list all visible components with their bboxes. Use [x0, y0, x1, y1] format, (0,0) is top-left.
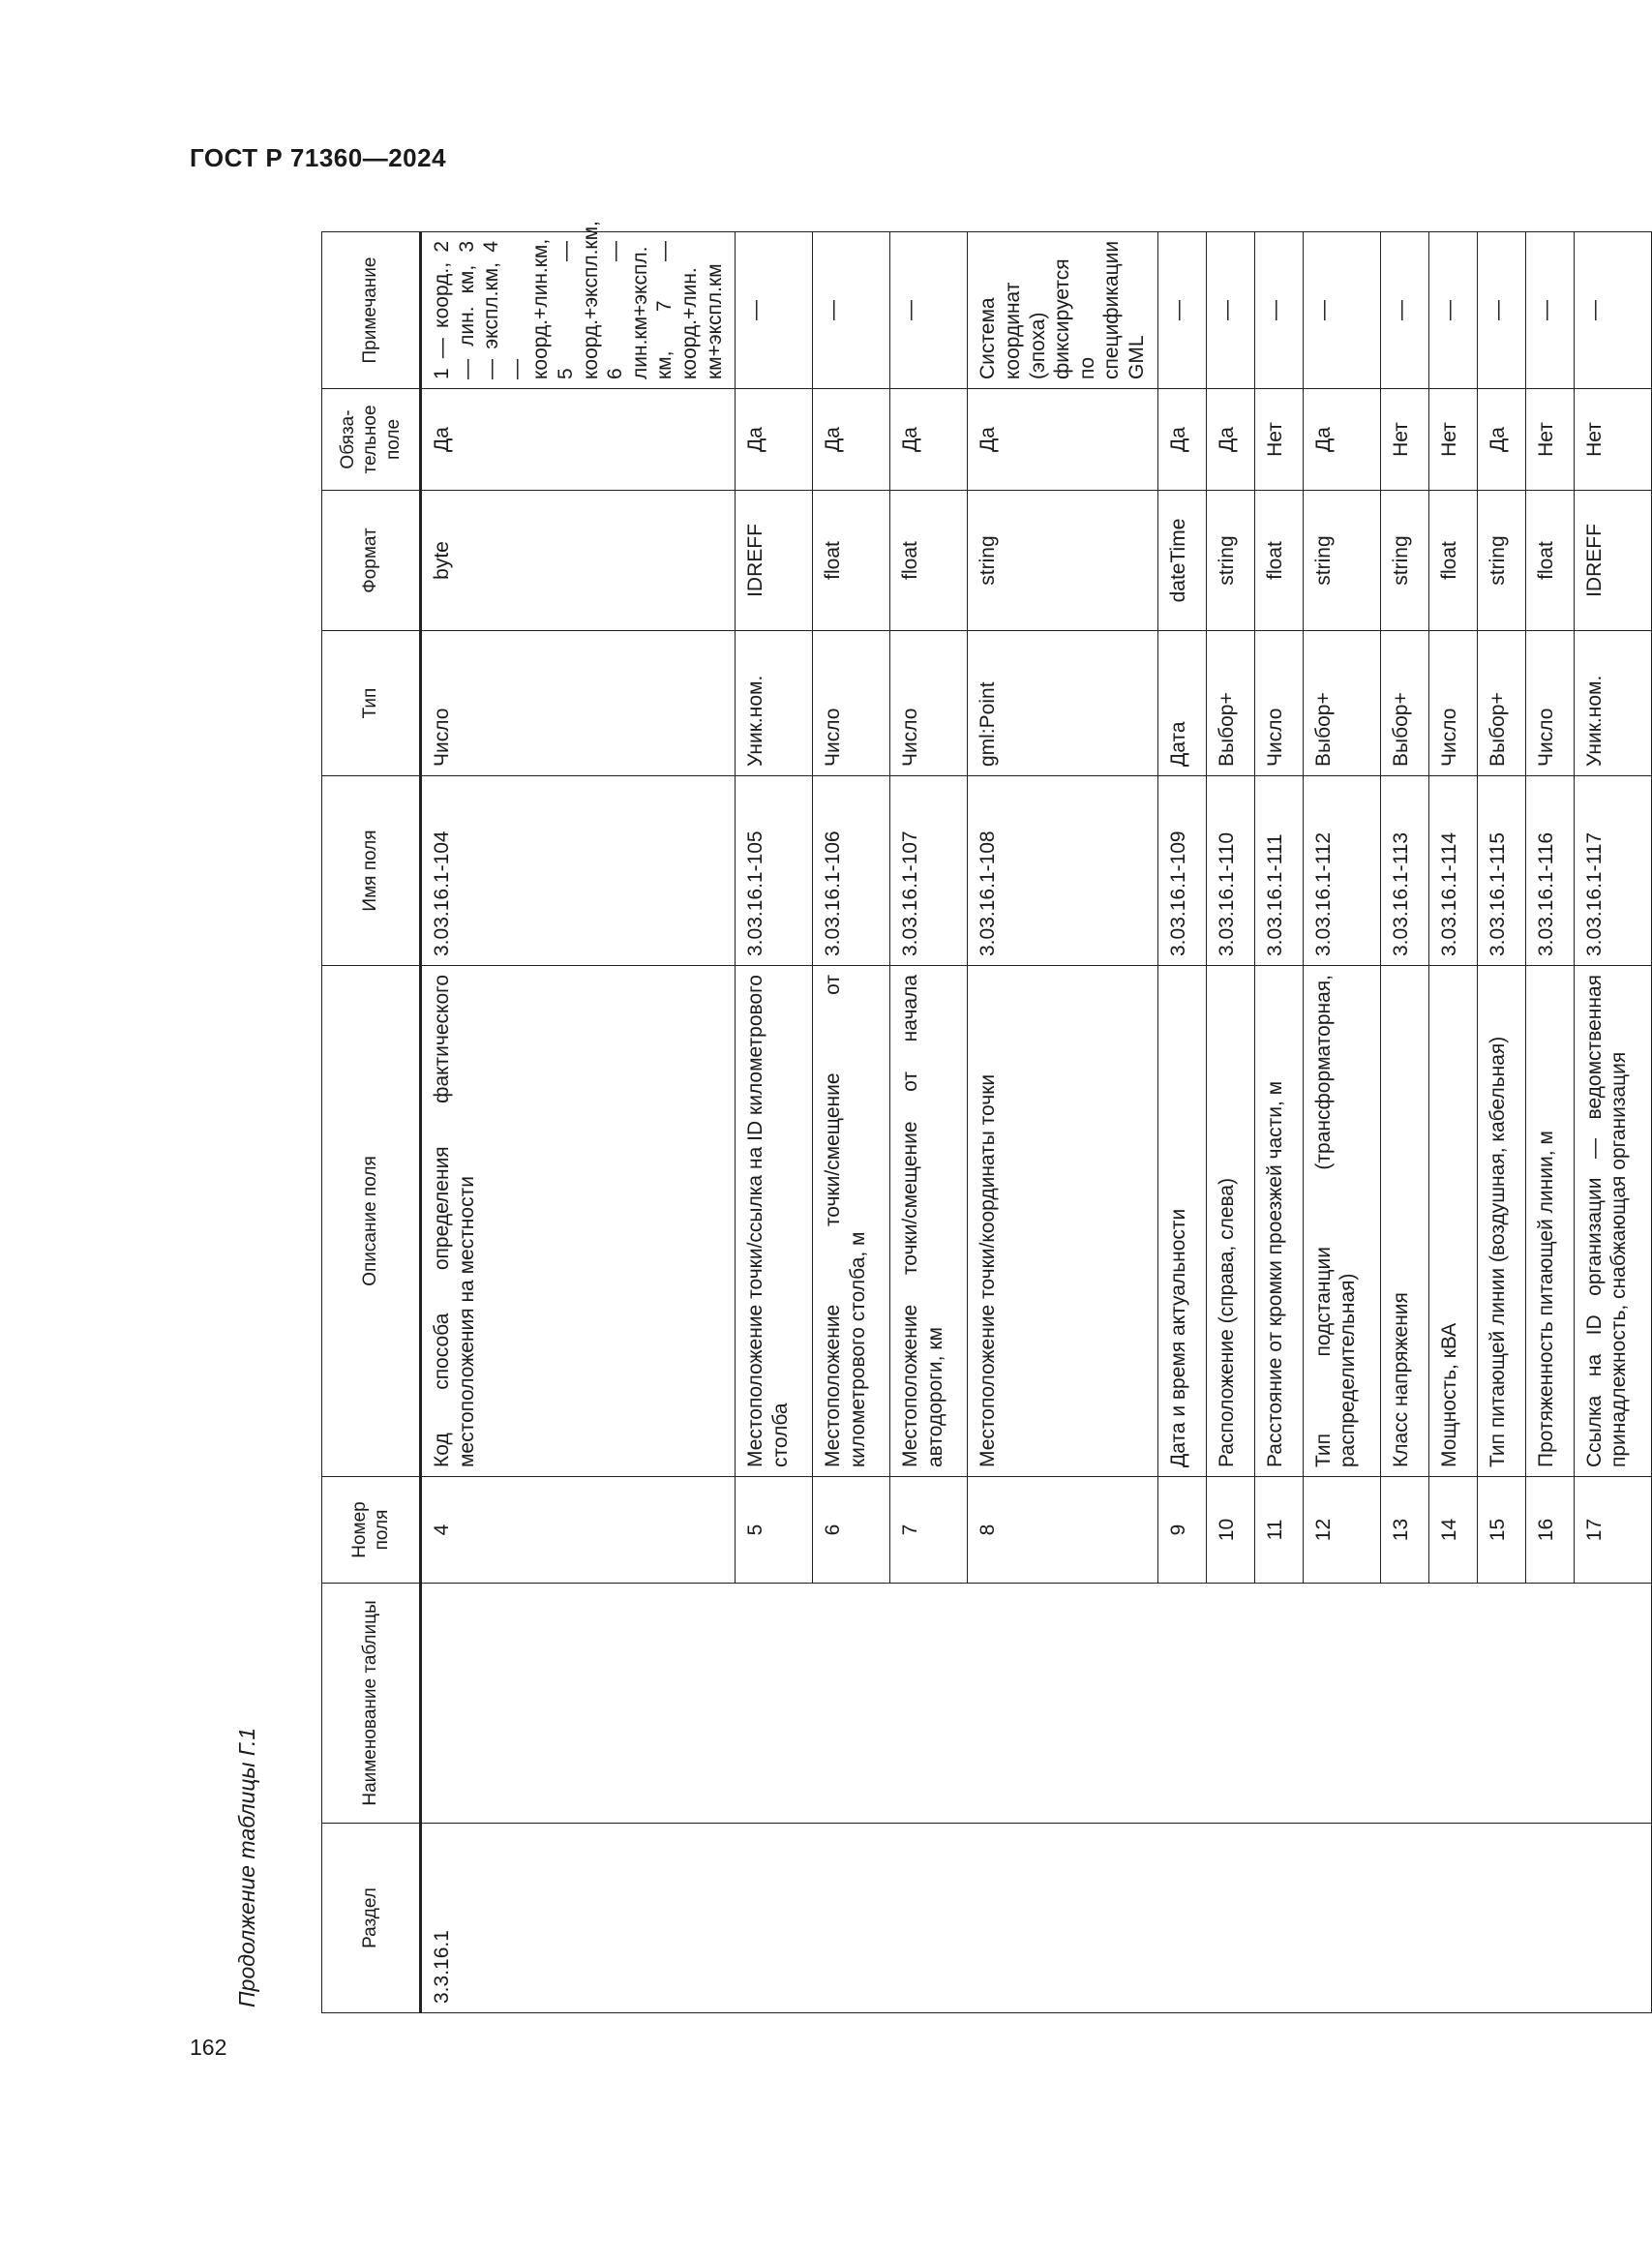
- description-cell: Расстояние от кромки проезжей части, м: [1254, 966, 1303, 1477]
- format-cell: dateTime: [1157, 491, 1206, 631]
- table-row: [421, 232, 736, 2013]
- mandatory-cell: Да: [968, 389, 1157, 491]
- format-cell: IDREFF: [736, 491, 813, 631]
- description-cell: Ссылка на ID организации — ведомственная принадлежность, снабжающая организация: [1574, 966, 1651, 1477]
- col-header-format: Формат: [322, 491, 421, 631]
- mandatory-cell: Да: [890, 389, 968, 491]
- note-cell: —: [1303, 232, 1380, 389]
- format-cell: float: [1525, 491, 1574, 631]
- field-name-cell: 3.03.16.1-105: [736, 776, 813, 966]
- format-cell: string: [1206, 491, 1254, 631]
- field-no-cell: 8: [968, 1477, 1157, 1584]
- note-cell: —: [736, 232, 813, 389]
- col-header-type: Тип: [322, 631, 421, 776]
- note-cell: —: [890, 232, 968, 389]
- type-cell: gml:Point: [968, 631, 1157, 776]
- field-no-cell: 13: [1380, 1477, 1428, 1584]
- col-header-table-name: Наименование таблицы: [322, 1584, 421, 1824]
- field-name-cell: 3.03.16.1-111: [1254, 776, 1303, 966]
- mandatory-cell: Да: [813, 389, 890, 491]
- mandatory-cell: Да: [1206, 389, 1254, 491]
- col-header-description: Описание поля: [322, 966, 421, 1477]
- rotated-table-block: [225, 221, 1631, 2013]
- description-cell: Класс напряжения: [1380, 966, 1428, 1477]
- format-cell: string: [1477, 491, 1525, 631]
- field-no-cell: 12: [1303, 1477, 1380, 1584]
- description-cell: Дата и время актуальности: [1157, 966, 1206, 1477]
- mandatory-cell: Нет: [1525, 389, 1574, 491]
- format-cell: float: [813, 491, 890, 631]
- field-no-cell: 6: [813, 1477, 890, 1584]
- type-cell: Число: [1428, 631, 1477, 776]
- description-cell: Протяженность питающей линии, м: [1525, 966, 1574, 1477]
- note-cell: —: [1428, 232, 1477, 389]
- mandatory-cell: Да: [1303, 389, 1380, 491]
- note-cell: —: [1254, 232, 1303, 389]
- format-cell: string: [1303, 491, 1380, 631]
- type-cell: Дата: [1157, 631, 1206, 776]
- field-name-cell: 3.03.16.1-110: [1206, 776, 1254, 966]
- field-no-cell: 9: [1157, 1477, 1206, 1584]
- format-cell: float: [1254, 491, 1303, 631]
- mandatory-cell: Нет: [1574, 389, 1651, 491]
- type-cell: Выбор+: [1477, 631, 1525, 776]
- note-cell: Система координат (эпоха) фиксируется по спецификации GML: [968, 232, 1157, 389]
- note-cell: —: [1157, 232, 1206, 389]
- field-no-cell: 4: [421, 1477, 736, 1584]
- note-cell: —: [1206, 232, 1254, 389]
- type-cell: Выбор+: [1206, 631, 1254, 776]
- field-name-cell: 3.03.16.1-106: [813, 776, 890, 966]
- note-cell: —: [1574, 232, 1651, 389]
- table-name-cell: [421, 1584, 1652, 1824]
- field-no-cell: 15: [1477, 1477, 1525, 1584]
- mandatory-cell: Нет: [1254, 389, 1303, 491]
- col-header-mandatory: Обяза-тельное поле: [322, 389, 421, 491]
- note-cell: 1 — коорд., 2 — лин. км, 3 — экспл.км, 4 — коорд.+лин.км, 5 — коорд.+экспл.км, 6 — лин.км+экспл. км, 7 — коорд.+лин. км+экспл.км: [421, 232, 736, 389]
- field-name-cell: 3.03.16.1-113: [1380, 776, 1428, 966]
- type-cell: Число: [421, 631, 736, 776]
- note-cell: —: [813, 232, 890, 389]
- description-cell: Местоположение точки/ссылка на ID километрового столба: [736, 966, 813, 1477]
- type-cell: Число: [1525, 631, 1574, 776]
- table-header-row: [322, 232, 421, 2013]
- description-cell: Местоположение точки/смещение от начала автодороги, км: [890, 966, 968, 1477]
- type-cell: Число: [813, 631, 890, 776]
- mandatory-cell: Нет: [1380, 389, 1428, 491]
- format-cell: byte: [421, 491, 736, 631]
- field-name-cell: 3.03.16.1-112: [1303, 776, 1380, 966]
- fields-table: [321, 221, 1652, 2013]
- field-name-cell: 3.03.16.1-104: [421, 776, 736, 966]
- description-cell: Местоположение точки/координаты точки: [968, 966, 1157, 1477]
- note-cell: —: [1525, 232, 1574, 389]
- field-no-cell: 16: [1525, 1477, 1574, 1584]
- section-cell: 3.3.16.1: [421, 1824, 1652, 2013]
- mandatory-cell: Да: [421, 389, 736, 491]
- description-cell: Расположение (справа, слева): [1206, 966, 1254, 1477]
- description-cell: Код способа определения фактического местоположения на местности: [421, 966, 736, 1477]
- field-no-cell: 7: [890, 1477, 968, 1584]
- field-name-cell: 3.03.16.1-115: [1477, 776, 1525, 966]
- field-name-cell: 3.03.16.1-116: [1525, 776, 1574, 966]
- field-no-cell: 17: [1574, 1477, 1651, 1584]
- format-cell: string: [968, 491, 1157, 631]
- field-name-cell: 3.03.16.1-117: [1574, 776, 1651, 966]
- document-header: ГОСТ Р 71360—2024: [190, 143, 447, 172]
- mandatory-cell: Да: [1477, 389, 1525, 491]
- description-cell: Тип питающей линии (воздушная, кабельная): [1477, 966, 1525, 1477]
- page-number: 162: [190, 2035, 227, 2060]
- field-name-cell: 3.03.16.1-107: [890, 776, 968, 966]
- type-cell: Выбор+: [1380, 631, 1428, 776]
- col-header-field-name: Имя поля: [322, 776, 421, 966]
- col-header-section: Раздел: [322, 1824, 421, 2013]
- type-cell: Уник.ном.: [1574, 631, 1651, 776]
- type-cell: Уник.ном.: [736, 631, 813, 776]
- description-cell: Местоположение точки/смещение от километрового столба, м: [813, 966, 890, 1477]
- field-name-cell: 3.03.16.1-109: [1157, 776, 1206, 966]
- field-name-cell: 3.03.16.1-108: [968, 776, 1157, 966]
- field-name-cell: 3.03.16.1-114: [1428, 776, 1477, 966]
- note-cell: —: [1380, 232, 1428, 389]
- format-cell: string: [1380, 491, 1428, 631]
- type-cell: Число: [1254, 631, 1303, 776]
- mandatory-cell: Да: [736, 389, 813, 491]
- col-header-note: Примечание: [322, 232, 421, 389]
- col-header-field-no: Номер поля: [322, 1477, 421, 1584]
- type-cell: Выбор+: [1303, 631, 1380, 776]
- type-cell: Число: [890, 631, 968, 776]
- mandatory-cell: Нет: [1428, 389, 1477, 491]
- format-cell: float: [1428, 491, 1477, 631]
- note-cell: —: [1477, 232, 1525, 389]
- field-no-cell: 14: [1428, 1477, 1477, 1584]
- field-no-cell: 5: [736, 1477, 813, 1584]
- field-no-cell: 10: [1206, 1477, 1254, 1584]
- field-no-cell: 11: [1254, 1477, 1303, 1584]
- format-cell: IDREFF: [1574, 491, 1651, 631]
- description-cell: Мощность, кВА: [1428, 966, 1477, 1477]
- description-cell: Тип подстанции (трансформаторная, распределительная): [1303, 966, 1380, 1477]
- format-cell: float: [890, 491, 968, 631]
- table-caption: Продолжение таблицы Г.1: [234, 1727, 259, 2007]
- mandatory-cell: Да: [1157, 389, 1206, 491]
